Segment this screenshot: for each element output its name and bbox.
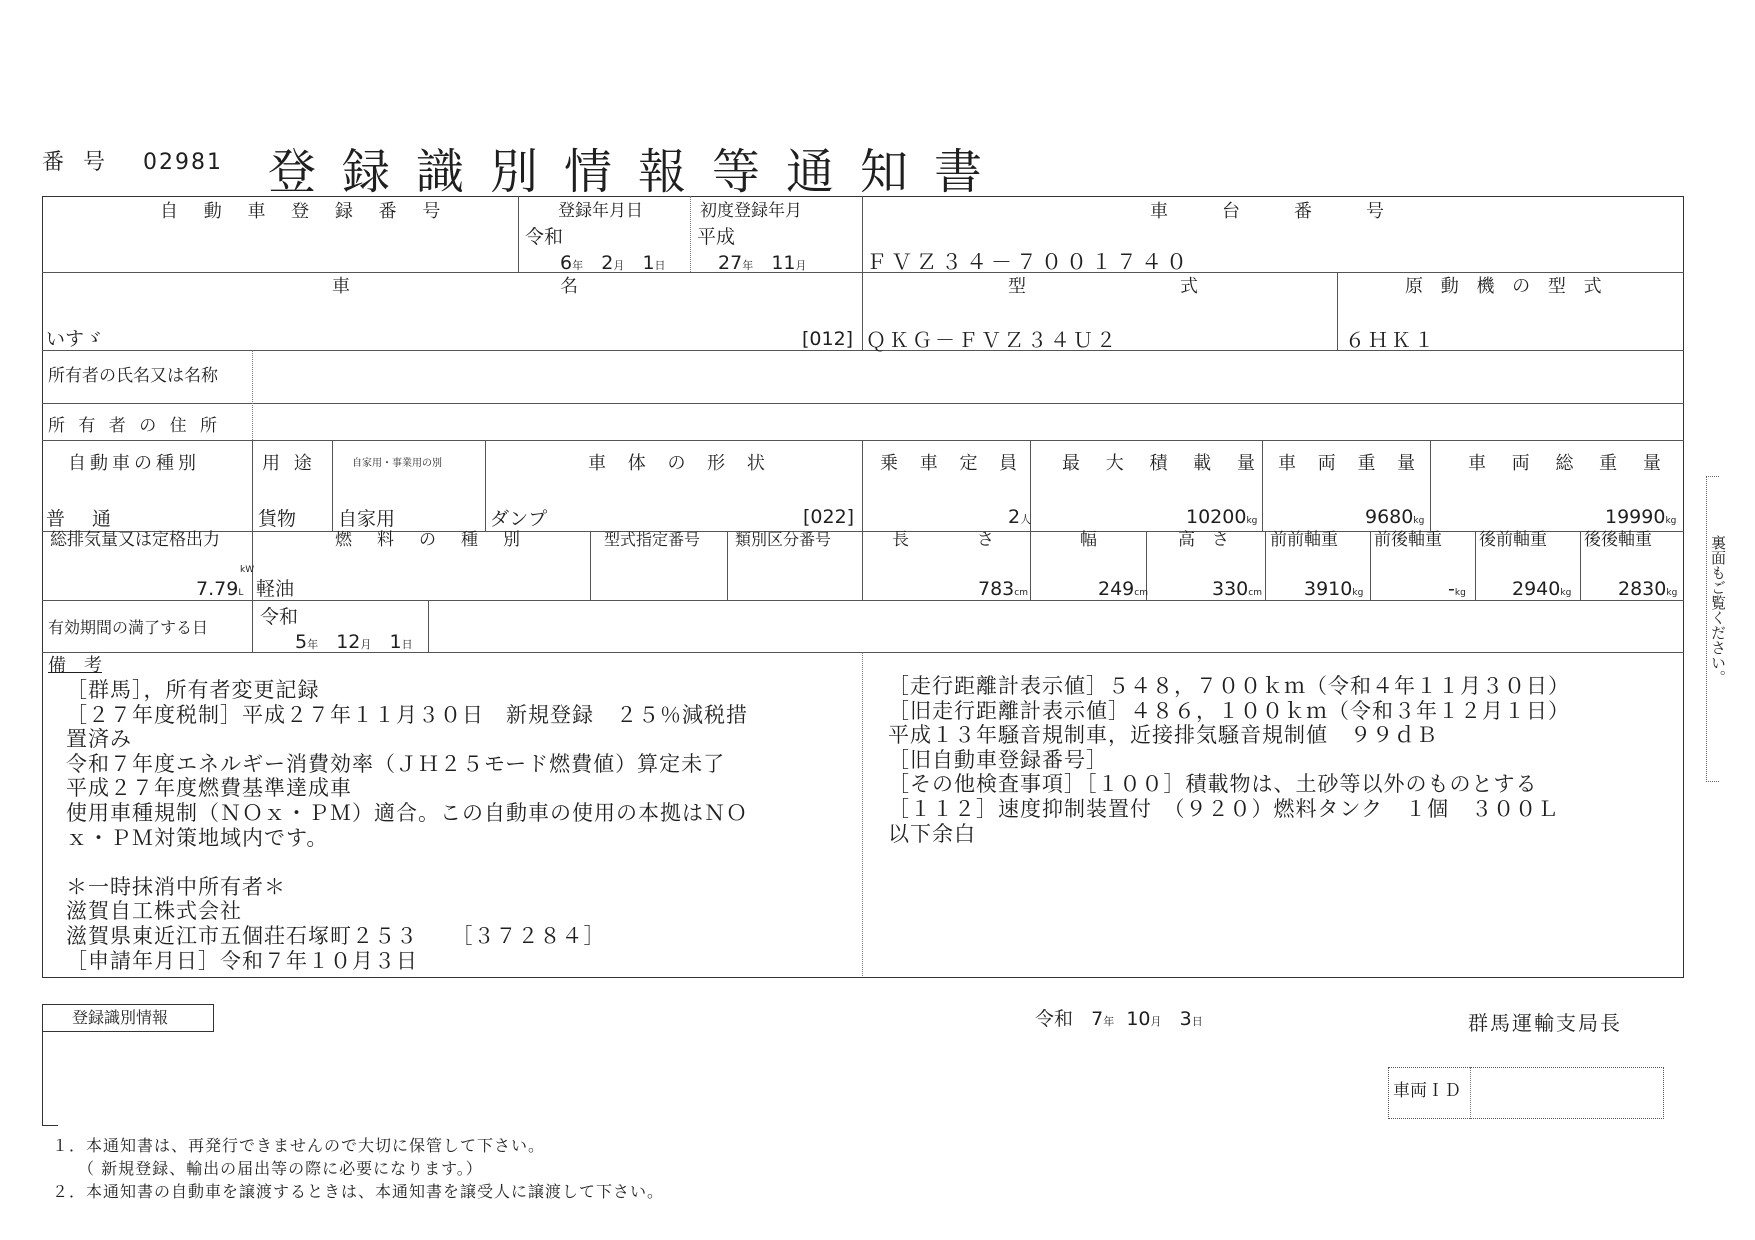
width-header: 幅 <box>1080 530 1097 550</box>
height: 330cm <box>1212 578 1262 600</box>
ff-axle-header: 前前軸重 <box>1270 530 1338 550</box>
private-header: 自家用・事業用の別 <box>352 458 442 469</box>
vehicle-id-label: 車両ＩＤ <box>1393 1081 1461 1101</box>
remark-line: ｘ・ＰＭ対策地域内です。 <box>66 825 329 850</box>
remark-line: ［旧走行距離計表示値］４８６，１００ｋｍ（令和３年１２月１日） <box>888 698 1570 723</box>
capacity: 2人 <box>1008 506 1032 528</box>
ident-label: 登録識別情報 <box>72 1008 169 1027</box>
maker: いすゞ <box>46 328 104 350</box>
remark-line: ［申請年月日］令和７年１０月３日 <box>66 948 418 973</box>
engine-header: 原 動 機 の 型 式 <box>1405 276 1608 297</box>
body-code: [022] <box>803 506 855 528</box>
vehicle-type: 普 通 <box>46 508 116 530</box>
rf-axle-header: 後前軸重 <box>1479 530 1547 550</box>
body-header: 車 体 の 形 状 <box>588 453 773 474</box>
car-name-header-left: 車 <box>332 276 350 297</box>
vehicle-weight: 9680kg <box>1365 506 1425 528</box>
remarks-header: 備 考 <box>48 655 102 676</box>
remark-line: ［２７年度税制］平成２７年１１月３０日 新規登録 ２５％減税措 <box>66 702 748 727</box>
fuel-type: 軽油 <box>256 578 295 600</box>
fuel-header: 燃 料 の 種 別 <box>335 530 524 550</box>
length-header: 長 さ <box>892 530 994 550</box>
height-header: 高 さ <box>1178 530 1229 550</box>
reg-date: 6年 2月 1日 <box>560 252 666 274</box>
remark-line: 滋賀自工株式会社 <box>66 899 242 924</box>
first-reg-era: 平成 <box>697 226 736 248</box>
displacement-header: 総排気量又は定格出力 <box>50 530 220 550</box>
remark-line: ＊一時抹消中所有者＊ <box>66 874 286 899</box>
remark-line: 平成２７年度燃費基準達成車 <box>66 776 352 801</box>
length: 783cm <box>978 578 1028 600</box>
reg-era: 令和 <box>525 226 564 248</box>
remark-line: ［その他検査事項］［１００］積載物は、土砂等以外のものとする <box>888 772 1538 797</box>
owner-name-header: 所有者の氏名又は名称 <box>48 366 218 386</box>
capacity-header: 乗 車 定 員 <box>880 453 1026 474</box>
vehicle-type-header: 自動車の種別 <box>68 453 200 474</box>
private-use: 自家用 <box>338 508 396 530</box>
expiry-date: 5年 12月 1日 <box>295 631 413 653</box>
side-note: 裏面もご覧ください。 <box>1709 535 1727 685</box>
car-name-header-right: 名 <box>560 276 578 297</box>
remark-line: ［群馬］，所有者変更記録 <box>66 678 320 702</box>
remark-line: ［１１２］速度抑制装置付 （９２０）燃料タンク １個 ３００Ｌ <box>888 797 1560 821</box>
owner-address-header: 所 有 者 の 住 所 <box>48 416 222 436</box>
remark-line: 置済み <box>66 727 132 752</box>
rf-axle: 2940kg <box>1512 578 1572 600</box>
rr-axle: 2830kg <box>1618 578 1678 600</box>
remark-line: 以下余白 <box>888 821 976 846</box>
class-no-header: 類別区分番号 <box>735 530 832 549</box>
remark-line: 令和７年度エネルギー消費効率（ＪＨ２５モード燃費値）算定未了 <box>66 751 726 776</box>
chassis-number: ＦＶＺ３４－７００１７４０ <box>866 250 1191 274</box>
gross-header: 車 両 総 重 量 <box>1468 453 1671 474</box>
chassis-header: 車 台 番 号 <box>1150 201 1390 222</box>
issuer: 群馬運輸支局長 <box>1468 1011 1622 1035</box>
remark-line: 使用車種規制（ＮＯｘ・ＰＭ）適合。この自動車の使用の本拠はＮＯ <box>66 801 748 825</box>
note-2: ２．本通知書の自動車を譲渡するときは、本通知書を譲受人に譲渡して下さい。 <box>52 1182 665 1201</box>
remark-line: 滋賀県東近江市五個荘石塚町２５３ ［３７２８４］ <box>66 924 606 948</box>
first-reg-date: 27年 11月 <box>718 252 807 274</box>
ff-axle: 3910kg <box>1304 578 1364 600</box>
model-header-left: 型 <box>1008 276 1026 297</box>
expiry-era: 令和 <box>260 606 299 628</box>
remark-line: ［旧自動車登録番号］ <box>888 747 1108 772</box>
issue-date: 令和 7年 10月 3日 <box>1035 1008 1203 1030</box>
use-header: 用 途 <box>262 453 316 474</box>
rr-axle-header: 後後軸重 <box>1584 530 1652 550</box>
number-label: 番 号 <box>42 150 111 175</box>
page-title: 登録識別情報等通知書 <box>268 144 1009 200</box>
use: 貨物 <box>258 508 297 530</box>
remark-line: ［走行距離計表示値］５４８，７００ｋｍ（令和４年１１月３０日） <box>888 674 1570 698</box>
remark-line: 平成１３年騒音規制車，近接排気騒音規制値 ９９ｄＢ <box>888 723 1438 748</box>
fr-axle: -kg <box>1448 578 1466 600</box>
engine-model: ６ＨＫ１ <box>1345 328 1437 352</box>
kw-unit: kW <box>240 565 255 575</box>
displacement: 7.79L <box>196 578 244 600</box>
body-shape: ダンプ <box>490 508 548 530</box>
model-code: [012] <box>802 328 854 350</box>
first-reg-header: 初度登録年月 <box>700 201 802 221</box>
fr-axle-header: 前後軸重 <box>1374 530 1442 550</box>
maxload-header: 最 大 積 載 量 <box>1062 453 1265 474</box>
note-1b: （ 新規登録、輸出の届出等の際に必要になります。） <box>78 1159 483 1178</box>
document-number: 02981 <box>143 150 223 175</box>
type-no-header: 型式指定番号 <box>604 530 701 549</box>
gross-weight: 19990kg <box>1605 506 1677 528</box>
model: ＱＫＧ－ＦＶＺ３４Ｕ２ <box>866 328 1119 352</box>
note-1: １．本通知書は、再発行できませんので大切に保管して下さい。 <box>52 1136 546 1155</box>
max-load: 10200kg <box>1186 506 1258 528</box>
reg-date-header: 登録年月日 <box>558 201 643 221</box>
width: 249cm <box>1098 578 1148 600</box>
expiry-header: 有効期間の満了する日 <box>48 618 209 637</box>
weight-header: 車 両 重 量 <box>1278 453 1424 474</box>
model-header-right: 式 <box>1180 276 1198 297</box>
reg-number-header: 自 動 車 登 録 番 号 <box>160 201 451 222</box>
